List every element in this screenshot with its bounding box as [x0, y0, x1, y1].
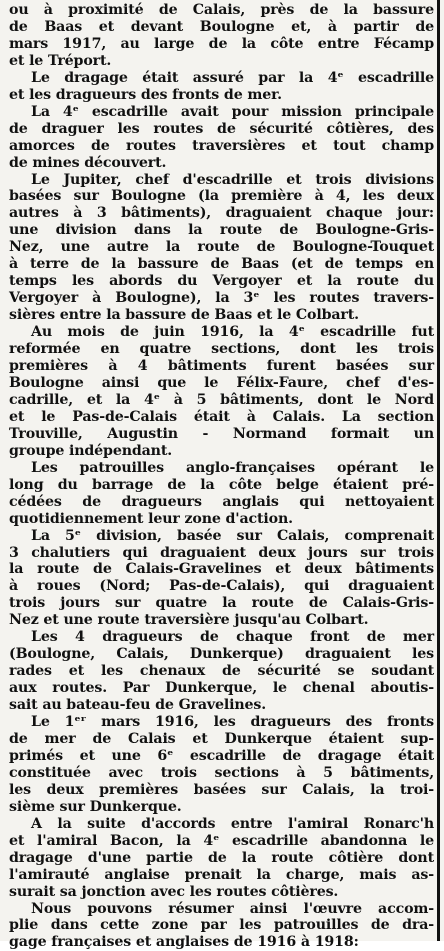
- text-line: et les dragueurs des fronts de mer.: [9, 86, 282, 103]
- paragraph-9: [9, 714, 434, 816]
- text-line: constituée avec trois sections à 5 bâtiments,: [9, 764, 434, 781]
- text-line: Le Jupiter, chef d'escadrille et trois divisions: [31, 171, 434, 188]
- text-line: Vergoyer à Boulogne), la 3ᵉ les routes travers-: [9, 290, 434, 307]
- text-line: Nez et une route traversière jusqu'au Colbart.: [9, 612, 369, 629]
- text-line: de mer de Calais et Dunkerque étaient sup-: [9, 730, 434, 747]
- text-line: Les patrouilles anglo-françaises opérant le: [31, 459, 434, 476]
- text-line: rades et les chenaux de sécurité se soudant: [9, 663, 434, 680]
- text-line: Nous pouvons résumer ainsi l'œuvre accom-: [31, 900, 434, 917]
- text-line: sait au bateau-feu de Gravelines.: [9, 697, 267, 714]
- text-line: cadrille, et la 4ᵉ à 5 bâtiments, dont le Nord: [9, 391, 434, 408]
- text-line: (Boulogne, Calais, Dunkerque) draguaient les: [9, 646, 434, 663]
- text-line: 3 chalutiers qui draguaient deux jours sur trois: [9, 544, 434, 561]
- text-line: sième sur Dunkerque.: [9, 798, 182, 815]
- text-line: groupe indépendant.: [9, 442, 173, 459]
- text-line: Nez, une autre la route de Boulogne-Touquet: [9, 239, 434, 256]
- text-line: cédées de dragueurs anglais qui nettoyaient: [9, 493, 434, 510]
- text-line: gage françaises et anglaises de 1916 à 1918:: [9, 934, 359, 951]
- text-line: autres à 3 bâtiments), draguaient chaque jour:: [9, 205, 434, 222]
- text-line: primés et une 6ᵉ escadrille de dragage était: [9, 747, 434, 764]
- text-line: reformée en quatre sections, dont les trois: [9, 341, 434, 358]
- text-line: dragage d'une partie de la route côtière dont: [9, 849, 434, 866]
- text-line: aux routes. Par Dunkerque, le chenal aboutis-: [9, 680, 434, 697]
- text-line: Au mois de juin 1916, la 4ᵉ escadrille fut: [31, 324, 434, 341]
- text-line: sières entre la bassure de Baas et le Colbart.: [9, 307, 359, 324]
- text-line: amorces de routes traversières et tout champ: [9, 137, 434, 154]
- paragraph-6: [9, 460, 434, 528]
- text-line: et l'amiral Bacon, la 4ᵉ escadrille abandonna le: [9, 832, 434, 849]
- text-line: La 4ᵉ escadrille avait pour mission principale: [31, 103, 434, 120]
- paragraph-10: [9, 816, 434, 901]
- text-line: de draguer les routes de sécurité côtières, des: [9, 120, 434, 137]
- text-line: basées sur Boulogne (la première à 4, les deux: [9, 188, 434, 205]
- text-line: temps les abords du Vergoyer et la route du: [9, 273, 434, 290]
- text-line: plie dans cette zone par les patrouilles de dra-: [9, 917, 434, 934]
- text-line: premières à 4 bâtiments furent basées sur: [9, 358, 434, 375]
- text-line: long du barrage de la côte belge étaient pré-: [9, 476, 434, 493]
- paragraph-4: [9, 172, 434, 325]
- text-line: Boulogne ainsi que le Félix-Faure, chef d'es-: [9, 374, 434, 391]
- text-line: Trouville, Augustin - Normand formait un: [9, 425, 434, 442]
- text-line: de Baas et devant Boulogne et, à partir de: [9, 18, 434, 35]
- text-line: et le Tréport.: [9, 52, 112, 69]
- text-line: à terre de la bassure de Baas (et de temps en: [9, 256, 434, 273]
- paragraph-8: [9, 629, 434, 714]
- text-line: de mines découvert.: [9, 154, 167, 171]
- text-line: quotidiennement leur zone d'action.: [9, 510, 293, 527]
- text-line: La 5ᵉ division, basée sur Calais, comprenait: [31, 527, 434, 544]
- text-line: Le dragage était assuré par la 4ᵉ escadrille: [31, 69, 434, 86]
- article-column: [9, 2, 434, 951]
- paragraph-7: [9, 528, 434, 630]
- text-line: A la suite d'accords entre l'amiral Ronarc'h: [31, 815, 434, 832]
- text-line: ou à proximité de Calais, près de la bassure: [9, 2, 434, 18]
- text-line: surait sa jonction avec les routes côtières.: [9, 883, 339, 900]
- paragraph-2: [9, 70, 434, 104]
- text-line: mars 1917, au large de la côte entre Fécamp: [9, 35, 434, 52]
- text-line: l'amirauté anglaise prenait la charge, mais as-: [9, 866, 434, 883]
- text-line: trois jours sur quatre la route de Calais-Gris-: [9, 595, 434, 612]
- text-line: Le 1ᵉʳ mars 1916, les dragueurs des fronts: [31, 714, 434, 731]
- paragraph-3: [9, 104, 434, 172]
- text-line: Les 4 dragueurs de chaque front de mer: [31, 629, 434, 646]
- paragraph-5: [9, 324, 434, 460]
- text-line: les deux premières basées sur Calais, la troi-: [9, 781, 434, 798]
- text-line: la route de Calais-Gravelines et deux bâtiments: [9, 561, 434, 578]
- column-rule: [437, 0, 440, 941]
- paragraph-1: [9, 2, 434, 70]
- text-line: une division dans la route de Boulogne-Gris-: [9, 222, 434, 239]
- text-line: à roues (Nord; Pas-de-Calais), qui draguaient: [9, 578, 434, 595]
- paragraph-11: [9, 901, 434, 951]
- text-line: et le Pas-de-Calais était à Calais. La section: [9, 408, 434, 425]
